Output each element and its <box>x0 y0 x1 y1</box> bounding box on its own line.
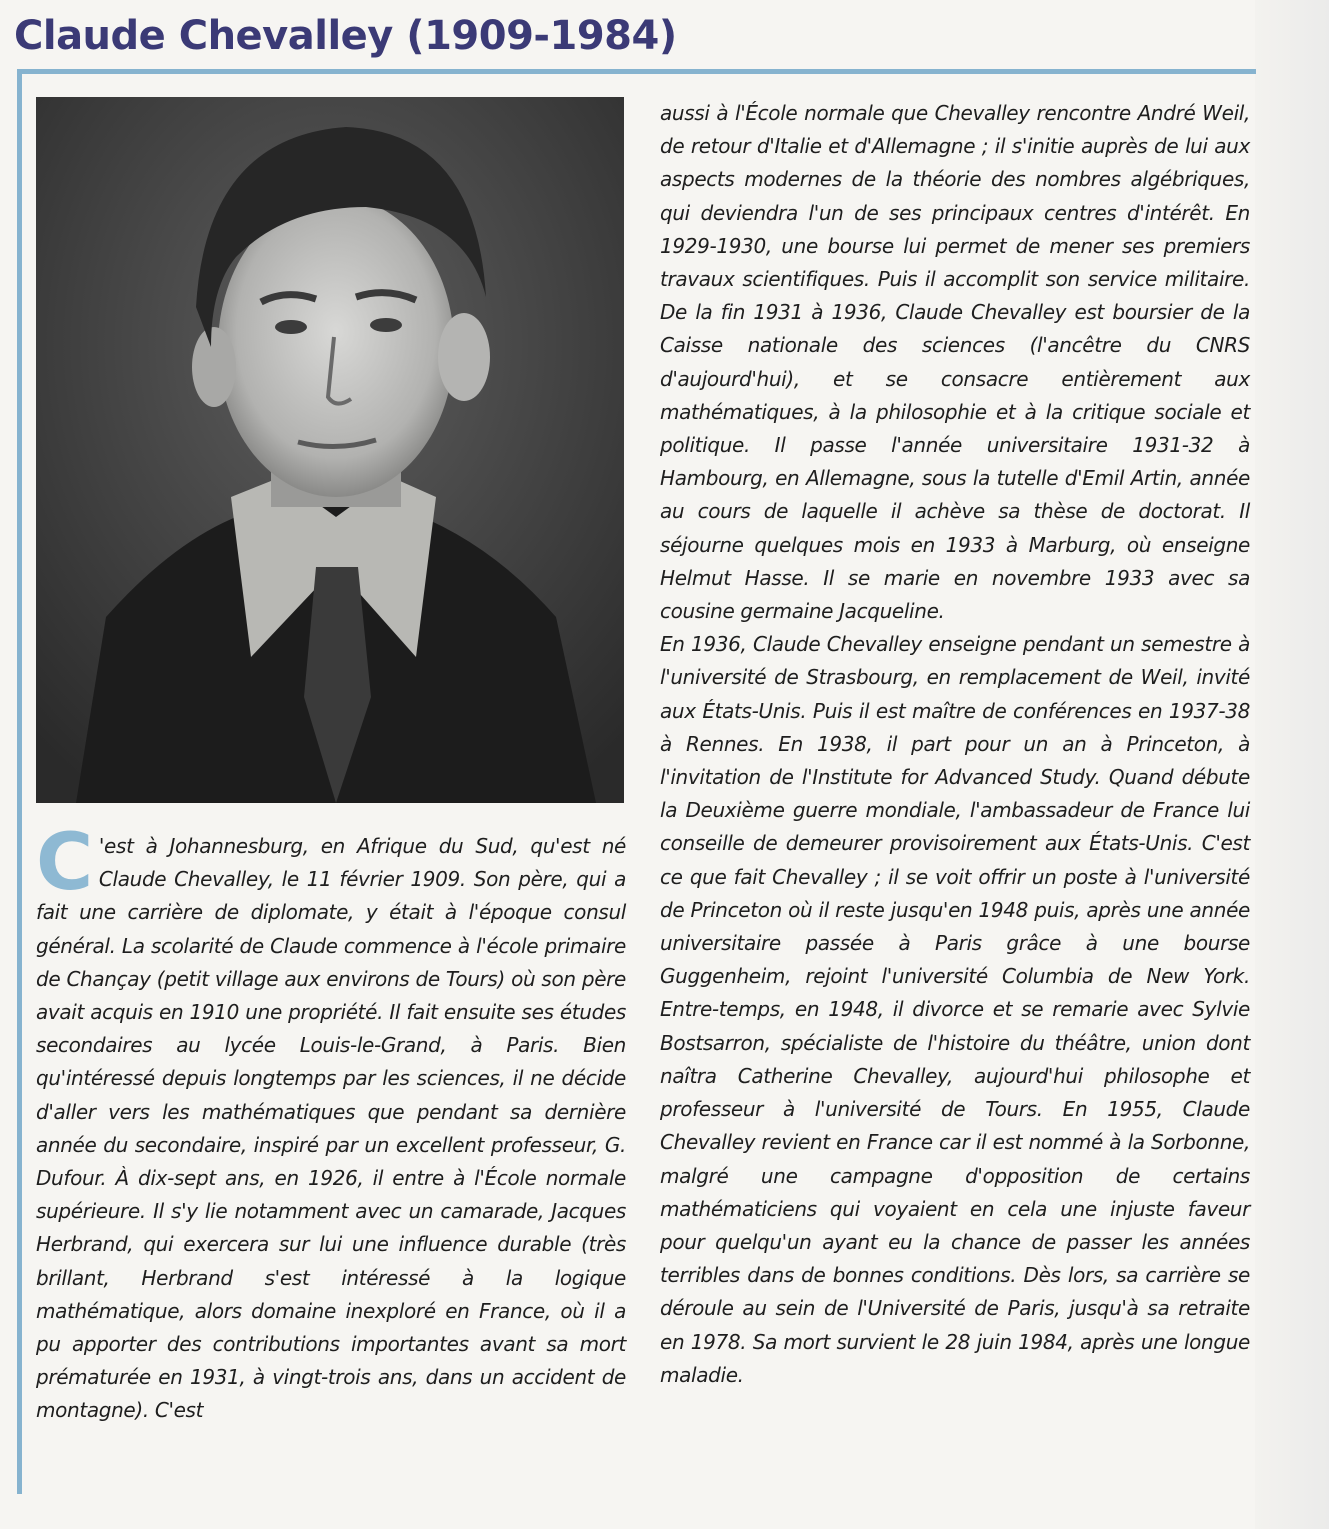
article-column-left <box>36 818 626 1428</box>
article-column-right <box>660 97 1250 1392</box>
article-paragraph-2: En 1936, Claude Chevalley enseigne pendant un semestre à l'université de Strasbourg, en remplacement de Weil, invité aux États-Unis. Puis il est maître de conférences en 1937-38 à Rennes. En 1938, il part pour un an à Princeton, à l'invitation de l'Institute for Advanced Study. Quand débute la Deuxième guerre mondiale, l'ambassadeur de France lui conseille de demeurer provisoirement aux États-Unis. C'est ce que fait Chevalley ; il se voit offrir un poste à l'université de Princeton où il reste jusqu'en 1948 puis, après une année universitaire passée à Paris grâce à une bourse Guggenheim, rejoint l'université Columbia de New York. Entre-temps, en 1948, il divorce et se remarie avec Sylvie Bostsarron, spécialiste de l'histoire du théâtre, union dont naîtra Catherine Chevalley, aujourd'hui philosophe et professeur à l'université de Tours. En 1955, Claude Chevalley revient en France car il est nommé à la Sorbonne, malgré une campagne d'opposition de certains mathématiciens qui voyaient en cela une injuste faveur pour quelqu'un ayant eu la chance de passer les années terribles dans de bonnes conditions. Dès lors, sa carrière se déroule au sein de l'Université de Paris, jusqu'à sa retraite en 1978. Sa mort survient le 28 juin 1984, après une longue maladie. <box>660 632 1250 1387</box>
portrait-photo <box>36 97 624 803</box>
page-edge-shade <box>1255 0 1329 1529</box>
drop-cap: C <box>36 818 93 908</box>
portrait-image <box>36 97 624 803</box>
page-title: Claude Chevalley (1909-1984) <box>14 13 677 59</box>
article-paragraph-1-continued: aussi à l'École normale que Chevalley rencontre André Weil, de retour d'Italie et d'Allemagne ; il s'initie auprès de lui aux aspects modernes de la théorie des nombres algébriques, qui deviendra l'un de ses principaux centres d'intérêt. En 1929-1930, une bourse lui permet de mener ses premiers travaux scientifiques. Puis il accomplit son service militaire. De la fin 1931 à 1936, Claude Chevalley est boursier de la Caisse nationale des sciences (l'ancêtre du CNRS d'aujourd'hui), et se consacre entièrement aux mathématiques, à la philosophie et à la critique sociale et politique. Il passe l'année universitaire 1931-32 à Hambourg, en Allemagne, sous la tutelle d'Emil Artin, année au cours de laquelle il achève sa thèse de doctorat. Il séjourne quelques mois en 1933 à Marburg, où enseigne Helmut Hasse. Il se marie en novembre 1933 avec sa cousine germaine Jacqueline. <box>660 101 1250 624</box>
article-paragraph-1 <box>36 818 626 1428</box>
paragraph-1-text: 'est à Johannesburg, en Afrique du Sud, qu'est né Claude Chevalley, le 11 février 1909. Son père, qui a fait une carrière de diplomate, y était à l'époque consul général. La scolarité de Claude commence à l'école primaire de Chançay (petit village aux environs de Tours) où son père avait acquis en 1910 une propriété. Il fait ensuite ses études secondaires au lycée Louis-le-Grand, à Paris. Bien qu'intéressé depuis longtemps par les sciences, il ne décide d'aller vers les mathématiques que pendant sa dernière année du secondaire, inspiré par un excellent professeur, G. Dufour. À dix-sept ans, en 1926, il entre à l'École normale supérieure. Il s'y lie notamment avec un camarade, Jacques Herbrand, qui exercera sur lui une influence durable (très brillant, Herbrand s'est intéressé à la logique mathématique, alors domaine inexploré en France, où il a pu apporter des contributions importantes avant sa mort prématurée en 1931, à vingt-trois ans, dans un accident de montagne). C'est <box>36 834 626 1423</box>
